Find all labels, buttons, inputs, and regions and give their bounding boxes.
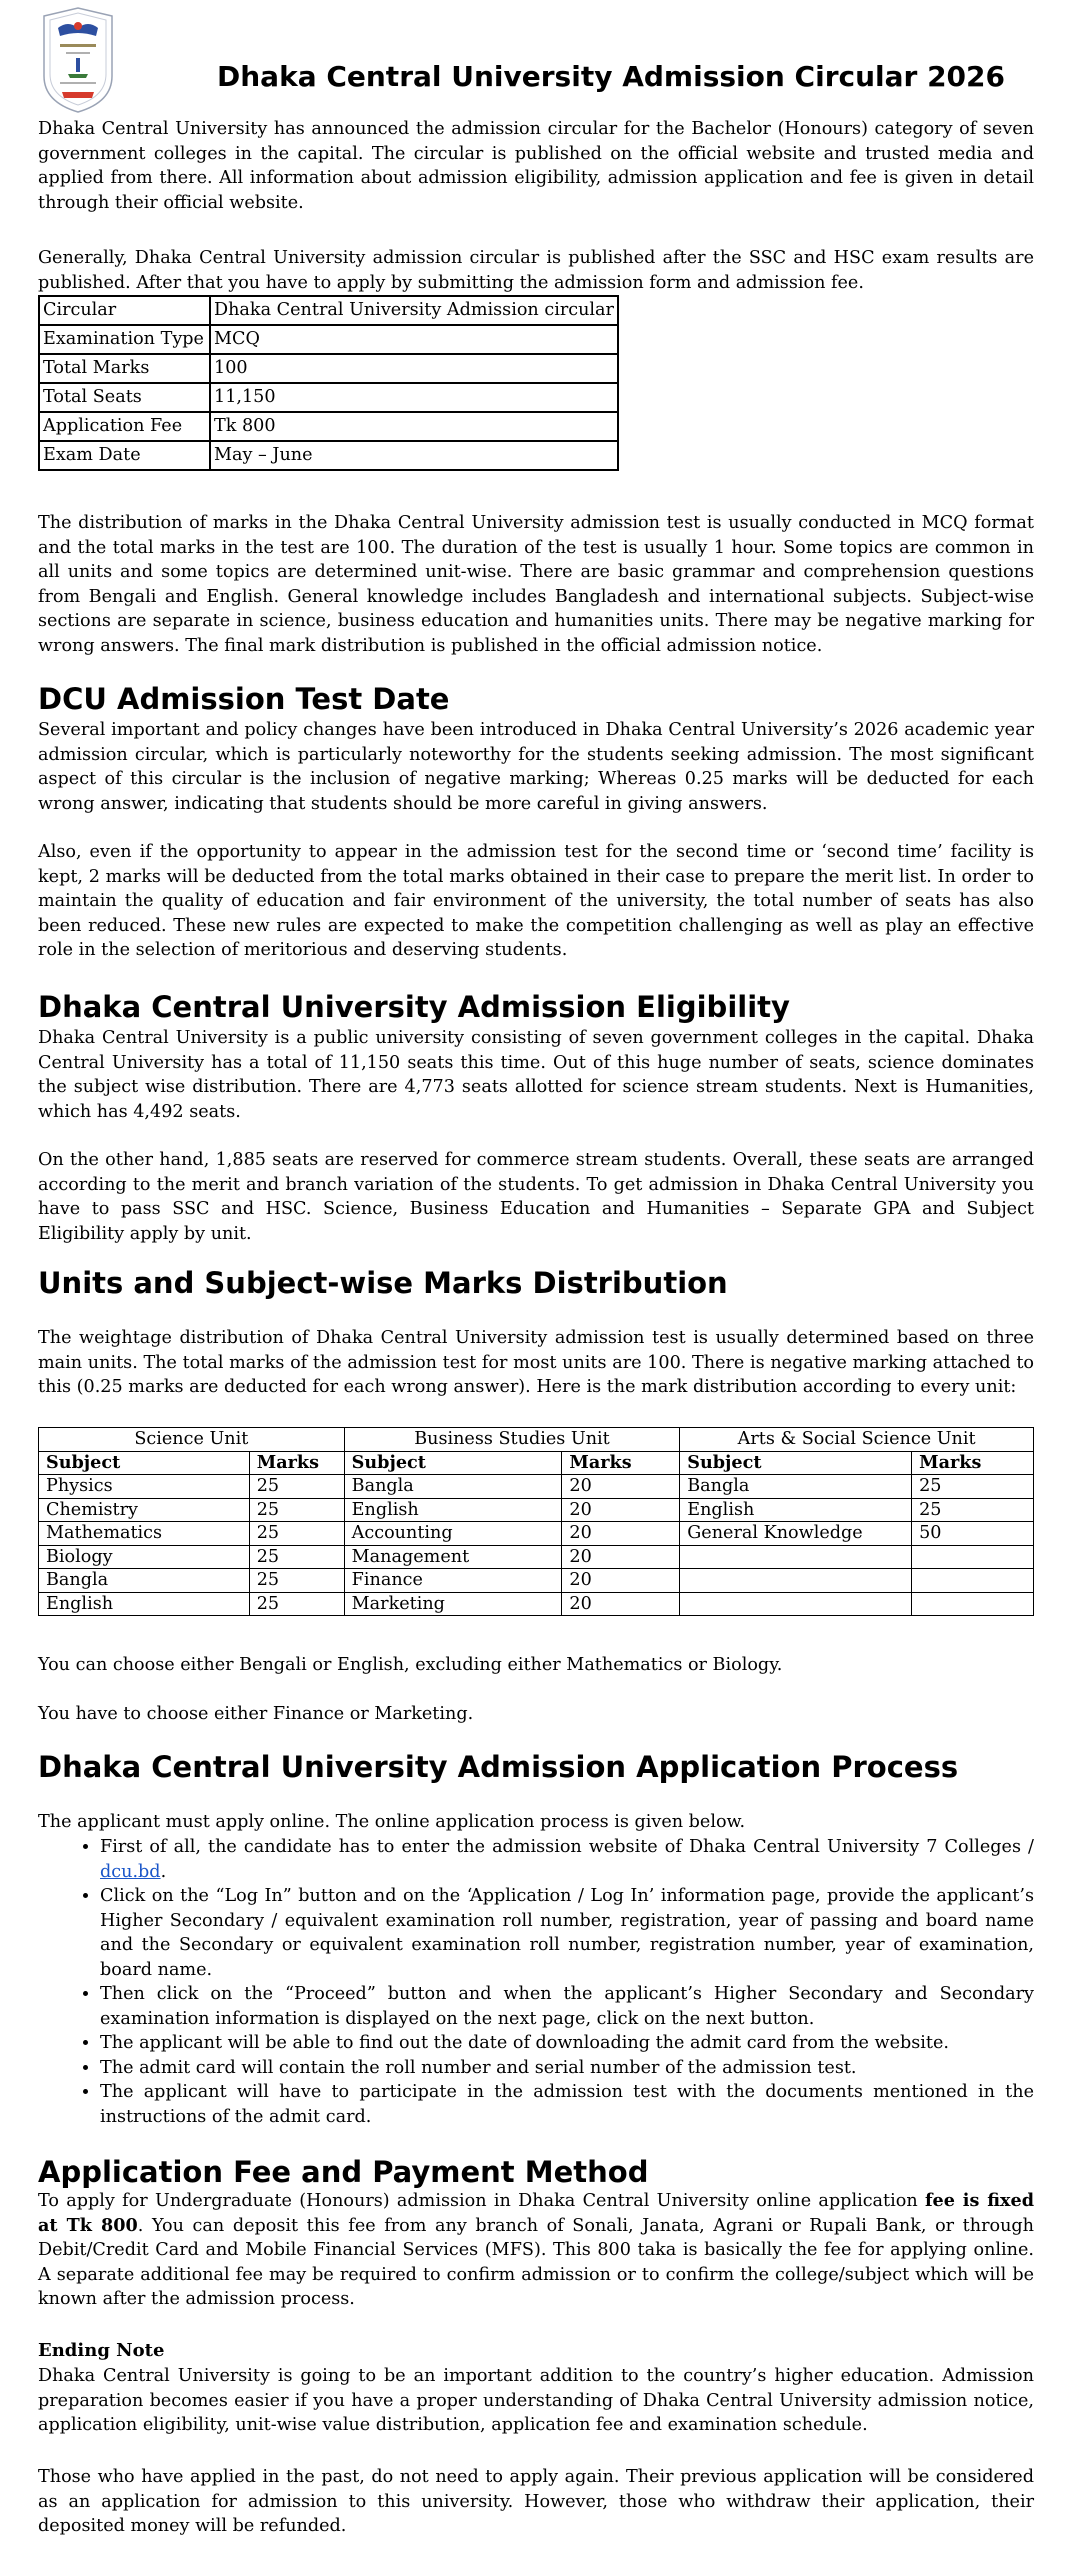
table-row: [39, 1592, 1034, 1616]
marks-cell: 20: [562, 1475, 680, 1499]
marks-distribution-table: [38, 1427, 1034, 1616]
marks-cell: 25: [249, 1592, 344, 1616]
table-row: [39, 354, 618, 383]
heading-test-date: DCU Admission Test Date: [38, 682, 450, 716]
marks-header: Marks: [249, 1451, 344, 1475]
summary-key: Total Marks: [39, 354, 210, 383]
heading-ending-note: Ending Note: [38, 2340, 165, 2361]
summary-value: 11,150: [210, 383, 618, 412]
marks-cell: 20: [562, 1569, 680, 1593]
subject-cell: Biology: [39, 1545, 250, 1569]
subject-cell: [680, 1592, 912, 1616]
list-item: • The applicant will be able to find out the date of downloading the admit card from the website.: [100, 2031, 1034, 2056]
fee-amount: fee is fixed at Tk 800: [38, 2190, 1034, 2236]
marks-cell: 20: [562, 1498, 680, 1522]
eligibility-paragraph-2: On the other hand, 1,885 seats are reserved for commerce stream students. Overall, these seats are arranged according to the merit and branch variation of the students. To get admission in Dhaka Central University you have to pass SSC and HSC. Science, Business Education and Humanities – Separate GPA and Subject Eligibility apply by unit.: [38, 1150, 1034, 1244]
marks-cell: 25: [249, 1522, 344, 1546]
intro-paragraph-1: Dhaka Central University has announced the admission circular for the Bachelor (Honours) category of seven government colleges in the capital. The circular is published on the official website and trusted media and applied from there. All information about admission eligibility, admission application and fee is given in detail through their official website.: [38, 119, 1034, 213]
university-logo: [38, 6, 118, 114]
summary-key: Circular: [39, 296, 210, 325]
subject-cell: Bangla: [39, 1569, 250, 1593]
marks-cell: 20: [562, 1545, 680, 1569]
list-item: • Then click on the “Proceed” button and when the applicant’s Higher Secondary and Secondary examination information is displayed on the next page, click on the next button.: [100, 1982, 1034, 2031]
marks-cell: 25: [912, 1475, 1034, 1499]
subject-header: Subject: [39, 1451, 250, 1475]
subject-header: Subject: [680, 1451, 912, 1475]
ending-paragraph-1: Dhaka Central University is going to be an important addition to the country’s higher education. Admission preparation becomes easier if you have a proper understanding of Dhaka Central University admission notice, application eligibility, unit-wise value distribution, application fee and examination schedule.: [38, 2366, 1034, 2435]
subject-cell: Physics: [39, 1475, 250, 1499]
table-row: [39, 1569, 1034, 1593]
eligibility-paragraph-1: Dhaka Central University is a public university consisting of seven government colleges in the capital. Dhaka Central University has a total of 11,150 seats this time. Out of this huge number of seats, science dominates the subject wise distribution. There are 4,773 seats allotted for science stream students. Next is Humanities, which has 4,492 seats.: [38, 1028, 1034, 1122]
marks-cell: [912, 1545, 1034, 1569]
units-note-2: You have to choose either Finance or Marketing.: [38, 1704, 474, 1724]
summary-key: Total Seats: [39, 383, 210, 412]
summary-key: Exam Date: [39, 441, 210, 470]
units-paragraph: The weightage distribution of Dhaka Central University admission test is usually determined based on three main units. The total marks of the admission test for most units are 100. There is negative marking attached to this (0.25 marks are deducted for each wrong answer). Here is the mark distribution according to every unit:: [38, 1328, 1034, 1397]
fee-text-end: . You can deposit this fee from any branch of Sonali, Janata, Agrani or Rupali Bank, or through Debit/Credit Card and Mobile Financial Services (MFS). This 800 taka is basically the fee for applying online. A separate additional fee may be required to confirm admission or to confirm the college/subject which will be known after the admission process.: [38, 2215, 1034, 2309]
subject-cell: Accounting: [344, 1522, 562, 1546]
marks-header: Marks: [562, 1451, 680, 1475]
subject-cell: Management: [344, 1545, 562, 1569]
page-title: Dhaka Central University Admission Circular 2026: [217, 60, 1006, 93]
list-item: • The admit card will contain the roll number and serial number of the admission test.: [100, 2056, 1034, 2081]
list-item: • The applicant will have to participate in the admission test with the documents mentioned in the instructions of the admit card.: [100, 2080, 1034, 2129]
unit-header-row: [39, 1428, 1034, 1452]
marks-header: Marks: [912, 1451, 1034, 1475]
units-note-1: You can choose either Bengali or English, excluding either Mathematics or Biology.: [38, 1655, 783, 1675]
table-row: [39, 1498, 1034, 1522]
unit-name: Science Unit: [39, 1428, 345, 1452]
marks-cell: 25: [249, 1545, 344, 1569]
subject-cell: Chemistry: [39, 1498, 250, 1522]
test-date-paragraph-1: Several important and policy changes have been introduced in Dhaka Central University’s 2026 academic year admission circular, which is particularly noteworthy for the students seeking admission. The most significant aspect of this circular is the inclusion of negative marking; Whereas 0.25 marks will be deducted for each wrong answer, indicating that students should be more careful in giving answers.: [38, 720, 1034, 814]
marks-cell: [912, 1569, 1034, 1593]
intro-paragraph-2: Generally, Dhaka Central University admission circular is published after the SSC and HSC exam results are published. After that you have to apply by submitting the admission form and admission fee.: [38, 248, 1034, 293]
summary-value: Dhaka Central University Admission circular: [210, 296, 618, 325]
heading-eligibility: Dhaka Central University Admission Eligibility: [38, 990, 790, 1024]
unit-name: Arts & Social Science Unit: [680, 1428, 1034, 1452]
summary-key: Examination Type: [39, 325, 210, 354]
fee-paragraph: [38, 2189, 1034, 2312]
application-steps: [38, 1835, 1034, 2129]
ending-paragraph-2: Those who have applied in the past, do not need to apply again. Their previous application will be considered as an application for admission to this university. However, those who withdraw their application, their deposited money will be refunded.: [38, 2467, 1034, 2536]
marks-cell: 25: [249, 1498, 344, 1522]
subject-header: Subject: [344, 1451, 562, 1475]
summary-value: Tk 800: [210, 412, 618, 441]
table-row: [39, 296, 618, 325]
heading-application: Dhaka Central University Admission Application Process: [38, 1750, 959, 1784]
subject-cell: English: [680, 1498, 912, 1522]
table-row: [39, 1475, 1034, 1499]
marks-cell: 25: [249, 1569, 344, 1593]
table-row: [39, 325, 618, 354]
subject-cell: General Knowledge: [680, 1522, 912, 1546]
subject-cell: Mathematics: [39, 1522, 250, 1546]
summary-value: MCQ: [210, 325, 618, 354]
step-1-text: First of all, the candidate has to enter the admission website of Dhaka Central University 7 Colleges /: [100, 1837, 1034, 1857]
table-row: [39, 383, 618, 412]
table-row: [39, 412, 618, 441]
subject-cell: English: [39, 1592, 250, 1616]
subject-cell: Finance: [344, 1569, 562, 1593]
marks-cell: 20: [562, 1592, 680, 1616]
subject-cell: [680, 1545, 912, 1569]
table-row: [39, 1545, 1034, 1569]
subject-cell: Bangla: [680, 1475, 912, 1499]
website-link[interactable]: dcu.bd: [100, 1861, 161, 1882]
summary-value: May – June: [210, 441, 618, 470]
heading-fee: Application Fee and Payment Method: [38, 2155, 649, 2189]
summary-key: Application Fee: [39, 412, 210, 441]
fee-text-start: To apply for Undergraduate (Honours) admission in Dhaka Central University online application: [38, 2191, 925, 2211]
heading-units: Units and Subject-wise Marks Distribution: [38, 1266, 728, 1300]
marks-cell: [912, 1592, 1034, 1616]
unit-name: Business Studies Unit: [344, 1428, 680, 1452]
application-intro: The applicant must apply online. The online application process is given below.: [38, 1812, 746, 1832]
column-header-row: [39, 1451, 1034, 1475]
summary-value: 100: [210, 354, 618, 383]
marks-cell: 50: [912, 1522, 1034, 1546]
subject-cell: Marketing: [344, 1592, 562, 1616]
subject-cell: English: [344, 1498, 562, 1522]
table-row: [39, 1522, 1034, 1546]
test-date-paragraph-2: Also, even if the opportunity to appear in the admission test for the second time or ‘second time’ facility is kept, 2 marks will be deducted from the total marks obtained in their case to prepare the merit list. In order to maintain the quality of education and fair environment of the university, the total number of seats has also been reduced. These new rules are expected to make the competition challenging as well as play an effective role in the selection of meritorious and deserving students.: [38, 842, 1034, 960]
list-item: • Click on the “Log In” button and on the ‘Application / Log In’ information page, provide the applicant’s Higher Secondary / equivalent examination roll number, registration, year of passing and board name and the Secondary or equivalent examination roll number, registration number, year of examination, board name.: [100, 1884, 1034, 1982]
marks-cell: 20: [562, 1522, 680, 1546]
table-row: [39, 441, 618, 470]
marks-cell: 25: [249, 1475, 344, 1499]
summary-table: [38, 295, 619, 471]
marks-cell: 25: [912, 1498, 1034, 1522]
subject-cell: [680, 1569, 912, 1593]
list-item: • First of all, the candidate has to enter the admission website of Dhaka Central University 7 Colleges / dcu.bd.: [100, 1835, 1034, 1884]
distribution-paragraph: The distribution of marks in the Dhaka Central University admission test is usually conducted in MCQ format and the total marks in the test are 100. The duration of the test is usually 1 hour. Some topics are common in all units and some topics are determined unit-wise. There are basic grammar and comprehension questions from Bengali and English. General knowledge includes Bangladesh and international subjects. Subject-wise sections are separate in science, business education and humanities units. There may be negative marking for wrong answers. The final mark distribution is published in the official admission notice.: [38, 513, 1034, 656]
subject-cell: Bangla: [344, 1475, 562, 1499]
